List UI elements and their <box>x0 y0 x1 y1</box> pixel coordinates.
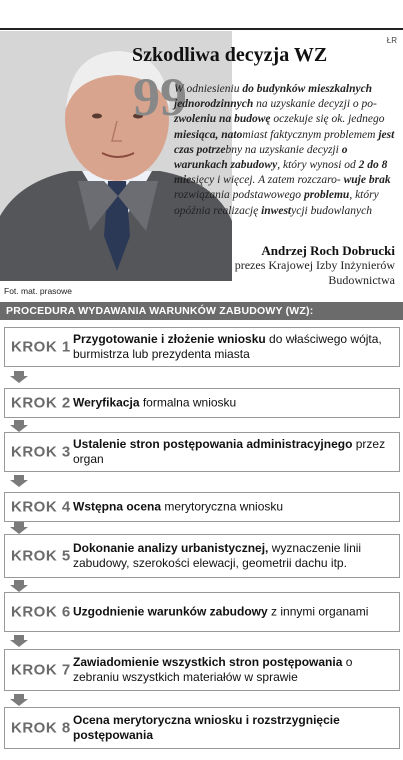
step-6 <box>4 592 400 632</box>
down-arrow-icon <box>10 694 28 706</box>
step-label: KROK 7 <box>11 661 71 679</box>
top-rule <box>0 28 403 30</box>
step-7 <box>4 649 400 691</box>
step-text: Ocena merytoryczna wniosku i rozstrzygnięcie postępowania <box>73 713 340 742</box>
step-text: Wstępna ocena merytoryczna wniosku <box>73 499 284 514</box>
step-4 <box>4 492 400 522</box>
article-title: Szkodliwa decyzja WZ <box>132 44 328 66</box>
quote-text: W odniesieniu do budynków mieszkalnych jednorodzinnych na uzyskanie decyzji o po- zwoleniu na budowę oczekuje się ok. jednego miesiąca, natomiast faktycznym problemem jest czas potrzebny na uzyskanie decyzji o warunkach zabudowy, który wynosi od 2 do 8 miesięcy i więcej. A zatem rozczaro- wuje brak rozwiązania podstawowego problemu, który opóźnia realizację inwestycji budowlanych <box>174 83 395 217</box>
step-5 <box>4 534 400 578</box>
step-1 <box>4 327 400 367</box>
down-arrow-icon <box>10 580 28 592</box>
step-label: KROK 1 <box>11 338 71 356</box>
corner-mark: ŁR <box>386 36 397 45</box>
step-label: KROK 2 <box>11 394 71 412</box>
step-label: KROK 3 <box>11 443 71 461</box>
down-arrow-icon <box>10 420 28 432</box>
step-text: Zawiadomienie wszystkich stron postępowania o zebraniu wszystkich materiałów w sprawie <box>73 655 353 684</box>
step-text: Dokonanie analizy urbanistycznej, wyznaczenie linii zabudowy, szerokości elewacji, geometrii dachu itp. <box>73 541 362 570</box>
down-arrow-icon <box>10 371 28 383</box>
step-text: Przygotowanie i złożenie wniosku do właściwego wójta, burmistrza lub prezydenta miasta <box>73 332 382 361</box>
step-3 <box>4 432 400 472</box>
step-label: KROK 5 <box>11 547 71 565</box>
down-arrow-icon <box>10 522 28 534</box>
procedure-heading-band <box>0 302 403 320</box>
author-name: Andrzej Roch Dobrucki <box>261 243 395 258</box>
procedure-heading: PROCEDURA WYDAWANIA WARUNKÓW ZABUDOWY (WZ): <box>6 305 314 317</box>
quote-mark-icon: 99 <box>133 67 187 127</box>
down-arrow-icon <box>10 635 28 647</box>
down-arrow-icon <box>10 475 28 487</box>
step-text: Uzgodnienie warunków zabudowy z innymi organami <box>73 604 369 619</box>
photo-credit: Fot. mat. prasowe <box>4 286 73 296</box>
step-2 <box>4 388 400 418</box>
step-label: KROK 8 <box>11 719 71 737</box>
step-text: Weryfikacja formalna wniosku <box>73 395 237 410</box>
step-8 <box>4 707 400 749</box>
author-role: prezes Krajowej Izby Inżynierów Budownictwa <box>234 258 395 287</box>
step-label: KROK 4 <box>11 498 71 516</box>
step-text: Ustalenie stron postępowania administracyjnego przez organ <box>73 437 386 466</box>
step-label: KROK 6 <box>11 603 71 621</box>
